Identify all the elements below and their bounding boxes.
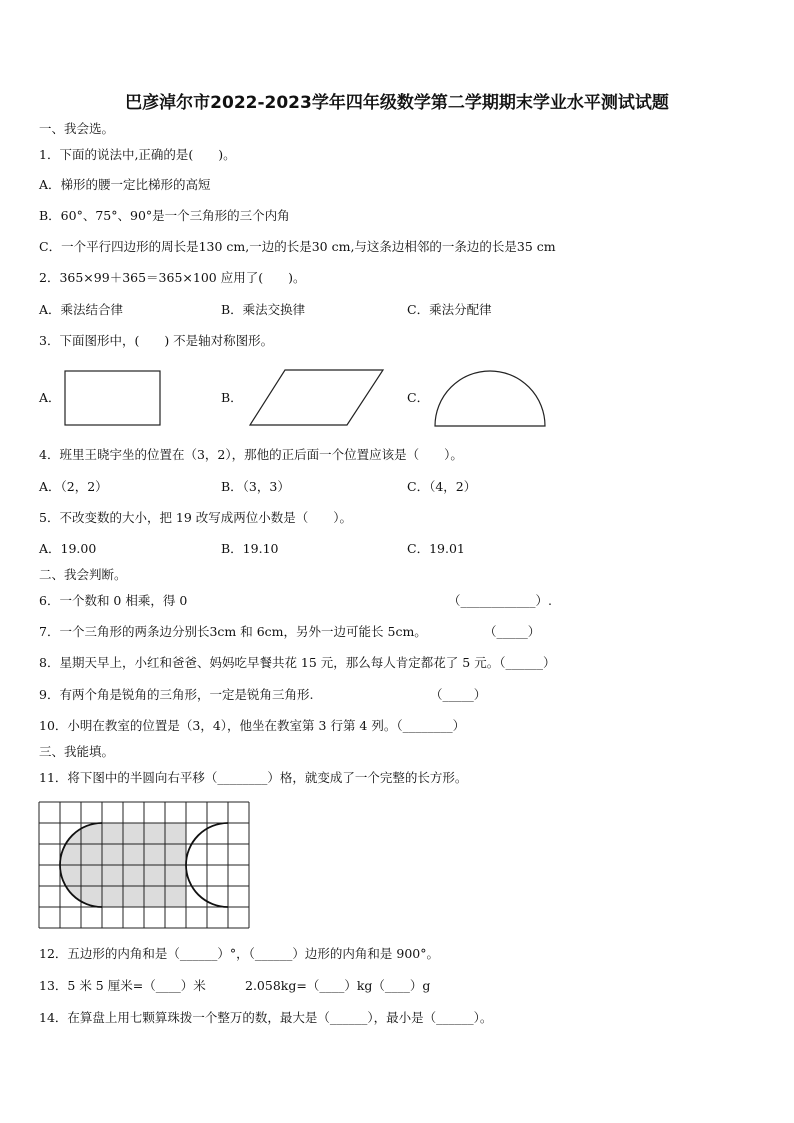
question-1-option-a: A．梯形的腰一定比梯形的高短 [39, 177, 211, 192]
rectangle-figure [64, 370, 161, 426]
question-3-option-b: B． [221, 390, 243, 405]
question-9-stem: 9．有两个角是锐角的三角形，一定是锐角三角形. [39, 687, 314, 702]
question-10-stem: 10．小明在教室的位置是（3，4），他坐在教室第 3 行第 4 列。（________） [39, 718, 466, 733]
page-title: 巴彦淖尔市2022-2023学年四年级数学第二学期期末学业水平测试试题 [125, 93, 669, 113]
question-2-option-b: B．乘法交换律 [221, 302, 306, 317]
question-11-stem: 11．将下图中的半圆向右平移（________）格，就变成了一个完整的长方形。 [39, 770, 468, 785]
section-heading-fill: 三、我能填。 [39, 744, 115, 759]
question-3-option-a: A． [39, 390, 61, 405]
question-5-stem: 5．不改变数的大小，把 19 改写成两位小数是（ ）。 [39, 510, 353, 525]
question-8-stem: 8．星期天早上，小红和爸爸、妈妈吃早餐共花 15 元，那么每人肯定都花了 5 元。（______） [39, 655, 556, 670]
grid-translation-figure [38, 802, 252, 930]
question-2-stem: 2．365×99＋365＝365×100 应用了( )。 [39, 270, 306, 285]
question-14-stem: 14．在算盘上用七颗算珠拨一个整万的数，最大是（______），最小是（______）。 [39, 1010, 493, 1025]
question-12-stem: 12．五边形的内角和是（______）°，（______）边形的内角和是 900°。 [39, 946, 439, 961]
question-2-option-a: A．乘法结合律 [39, 302, 124, 317]
question-5-option-c: C．19.01 [407, 541, 465, 556]
question-4-option-a: A．（2，2） [39, 479, 108, 494]
question-1-option-c: C．一个平行四边形的周长是130 cm,一边的长是30 cm,与这条边相邻的一条边的长是35 cm [39, 239, 556, 254]
question-3-stem: 3．下面图形中，( ) 不是轴对称图形。 [39, 333, 274, 348]
question-5-option-a: A．19.00 [39, 541, 97, 556]
question-2-option-c: C．乘法分配律 [407, 302, 492, 317]
section-heading-choose: 一、我会选。 [39, 121, 115, 136]
question-6-stem: 6．一个数和 0 相乘，得 0 [39, 593, 188, 608]
parallelogram-figure [249, 369, 385, 427]
question-4-option-b: B．（3，3） [221, 479, 290, 494]
question-5-option-b: B．19.10 [221, 541, 279, 556]
question-9-answer-blank: （_____） [430, 687, 487, 702]
question-6-answer-blank: （____________）. [448, 593, 552, 608]
question-13-stem: 13．5 米 5 厘米=（____）米 [39, 978, 206, 993]
question-7-stem: 7．一个三角形的两条边分别长3cm 和 6cm，另外一边可能长 5cm。 [39, 624, 427, 639]
question-13-stem-second: 2.058kg=（____）kg（____）g [245, 978, 431, 993]
question-3-option-c: C． [407, 390, 430, 405]
question-1-option-b: B．60°、75°、90°是一个三角形的三个内角 [39, 208, 290, 223]
question-4-option-c: C．（4，2） [407, 479, 477, 494]
question-4-stem: 4．班里王晓宇坐的位置在（3，2），那他的正后面一个位置应该是（ ）。 [39, 447, 463, 462]
section-heading-judge: 二、我会判断。 [39, 567, 127, 582]
semicircle-figure [434, 369, 546, 427]
question-7-answer-blank: （_____） [484, 624, 541, 639]
question-1-stem: 1．下面的说法中,正确的是( )。 [39, 147, 236, 162]
